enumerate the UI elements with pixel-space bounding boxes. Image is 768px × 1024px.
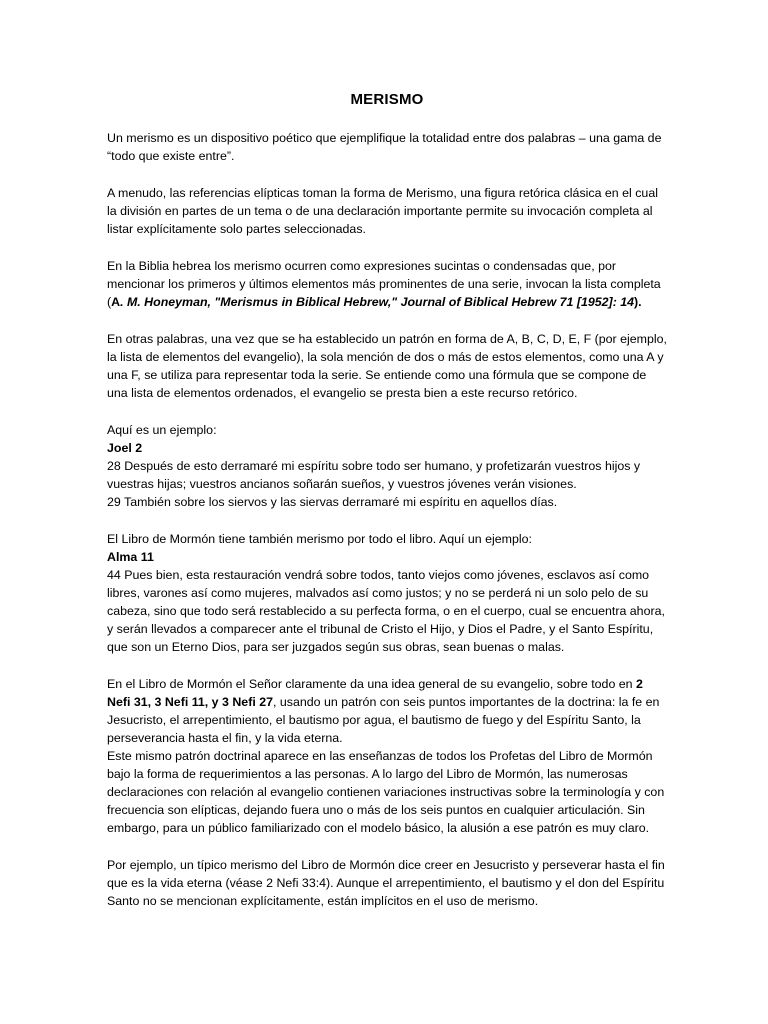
example-joel-intro: Aquí es un ejemplo: (107, 423, 217, 437)
example-alma (107, 530, 667, 656)
citation-honeyman: . M. Honeyman, "Merismus in Biblical Hebrew," Journal of Biblical Hebrew 71 [1952]: 14 (120, 295, 635, 309)
paragraph-pattern: En otras palabras, una vez que se ha establecido un patrón en forma de A, B, C, D, E, F (por ejemplo, la lista de elementos del evangelio), la sola mención de dos o más de estos elementos, como una A y una F, se utiliza para representar toda la serie. Se entiende como una fórmula que se compone de una lista de elementos ordenados, el evangelio se presta bien a este recurso retórico. (107, 332, 667, 400)
paragraph-elliptical-references: A menudo, las referencias elípticas toman la forma de Merismo, una figura retórica clásica en el cual la división en partes de un tema o de una declaración importante permite su invocación completa al listar explícitamente solo partes seleccionadas. (107, 186, 658, 236)
paragraph-typical-merismo: Por ejemplo, un típico merismo del Libro de Mormón dice creer en Jesucristo y perseverar hasta el fin que es la vida eterna (véase 2 Nefi 33:4). Aunque el arrepentimiento, el bautismo y el don del Espíritu Santo no se mencionan explícitamente, están implícitos en el uso de merismo. (107, 858, 665, 908)
citation-initial: A (111, 295, 121, 309)
example-alma-intro: El Libro de Mormón tiene también merismo por todo el libro. Aquí un ejemplo: (107, 532, 532, 546)
document-title: MERISMO (350, 91, 424, 108)
citation-close: ). (634, 295, 642, 309)
paragraph-hebrew-bible (107, 257, 667, 311)
verse-alma-44: 44 Pues bien, esta restauración vendrá sobre todos, tanto viejos como jóvenes, esclavos así como libres, varones así como mujeres, malvados así como justos; y no se perderá ni un solo pelo de su cabeza, sino que todo será restablecido a su perfecta forma, o en el cuerpo, cual se encuentra ahora, y serán llevados a comparecer ante el tribunal de Cristo el Hijo, y Dios el Padre, y el Santo Espíritu, que son un Eterno Dios, para ser juzgados según sus obras, sean buenas o malas. (107, 568, 665, 654)
document-page (107, 90, 667, 929)
gospel-pattern-text-before: En el Libro de Mormón el Señor claramente da una idea general de su evangelio, sobre todo en (107, 677, 637, 691)
paragraph-gospel-pattern (107, 675, 667, 837)
verse-joel-29: 29 También sobre los siervos y las siervas derramaré mi espíritu en aquellos días. (107, 495, 558, 509)
verse-joel-28: 28 Después de esto derramaré mi espíritu sobre todo ser humano, y profetizarán vuestros hijos y vuestras hijas; vuestros ancianos soñarán sueños, y vuestros jóvenes verán visiones. (107, 459, 641, 491)
gospel-pattern-text-after: , usando un patrón con seis puntos importantes de la doctrina: la fe en Jesucristo, el arrepentimiento, el bautismo por agua, el bautismo de fuego y del Espíritu Santo, la perseverancia hasta el fin, y la vida eterna. (107, 695, 660, 745)
scripture-ref-joel: Joel 2 (107, 441, 143, 455)
paragraph-hebrew-bible-text: En la Biblia hebrea los merismo ocurren como expresiones sucintas o condensadas que, por mencionar los primeros y últimos elementos más prominentes de una serie, invocan la lista completa ( (107, 259, 661, 309)
scripture-refs-nefi: 2 Nefi 31, 3 Nefi 11, y 3 Nefi 27 (107, 677, 643, 709)
paragraph-definition: Un merismo es un dispositivo poético que ejemplifique la totalidad entre dos palabras – una gama de “todo que existe entre”. (107, 131, 662, 163)
gospel-pattern-continuation: Este mismo patrón doctrinal aparece en las enseñanzas de todos los Profetas del Libro de Mormón bajo la forma de requerimientos a las personas. A lo largo del Libro de Mormón, las numerosas declaraciones con relación al evangelio contienen variaciones instructivas sobre la terminología y con frecuencia son elípticas, dejando fuera uno o más de los seis puntos en cualquier articulación. Sin embargo, para un público familiarizado con el modelo básico, la alusión a ese patrón es muy claro. (107, 749, 665, 835)
example-joel (107, 421, 667, 511)
scripture-ref-alma: Alma 11 (107, 550, 154, 564)
